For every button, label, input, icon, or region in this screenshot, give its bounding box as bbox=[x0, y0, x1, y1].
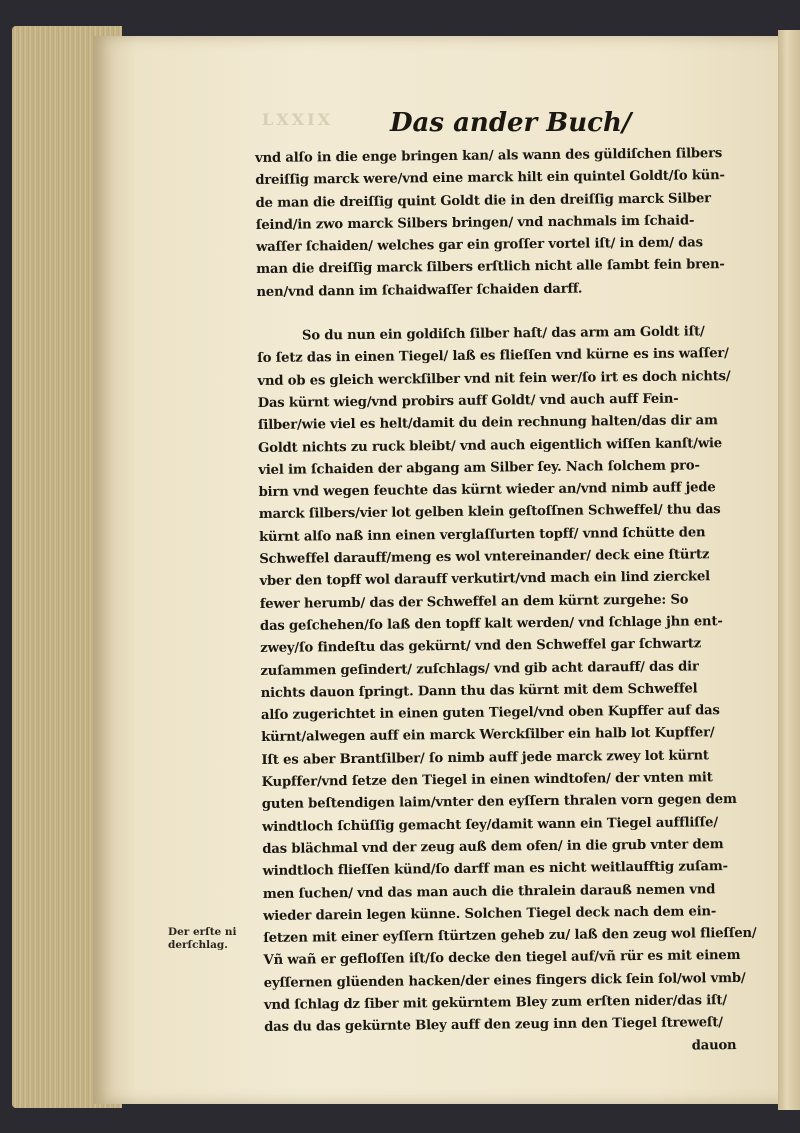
text-line: ſilber/wie viel es helt/damit du dein rechnung halten/das dir am bbox=[257, 413, 718, 434]
text-line: ſeind/in zwo marck Silbers bringen/ vnd nachmals im ſchaid- bbox=[255, 213, 695, 233]
text-line: guten beſtendigen laim/vnter den eyſſern thralen vorn gegen dem bbox=[261, 792, 737, 813]
body-text bbox=[255, 143, 757, 1062]
text-line: dreiſſig marck were/vnd eine marck hilt ein quintel Goldt/ſo kün- bbox=[255, 168, 725, 189]
text-line: nen/vnd dann im ſchaidwaſſer ſchaiden darff. bbox=[256, 281, 583, 300]
paragraph-2 bbox=[257, 321, 757, 1062]
text-line: vnd ſchlag dz ſiber mit gekürntem Bley zum erſten nider/das iſt/ bbox=[263, 993, 728, 1013]
text-line: ſetzen mit einer eyſſern ſtürtzen geheb zu/ laß den zeug wol flieſſen/ bbox=[263, 925, 757, 947]
text-line: birn vnd wegen feuchte das kürnt wieder an/vnd nimb auff jede bbox=[258, 480, 716, 501]
bleed-through-header: LXXIX bbox=[262, 110, 333, 129]
margin-note-line: Der erſte ni bbox=[168, 926, 237, 938]
text-line: zuſammen geſindert/ zuſchlags/ vnd gib acht darauff/ das dir bbox=[260, 658, 699, 679]
text-line: man die dreiſſig marck ſilbers erſtlich nicht alle ſambt fein bren- bbox=[256, 257, 725, 278]
text-line: Schweffel darauff/meng es wol vntereinander/ deck eine ſtürtz bbox=[259, 547, 710, 568]
text-line: ſo ſetz das in einen Tiegel/ laß es flieſſen vnd kürne es ins waſſer/ bbox=[257, 346, 729, 367]
text-line: marck ſilbers/vier lot gelben klein geſtoſſnen Schweffel/ thu das bbox=[258, 502, 721, 523]
text-line: nichts dauon ſpringt. Dann thu das kürnt mit dem Schweffel bbox=[260, 681, 698, 701]
text-line: das blächmal vnd der zeug auß dem ofen/ in die grub vnter dem bbox=[262, 837, 724, 857]
text-line: Goldt nichts zu ruck bleibt/ vnd auch eigentlich wiſſen kanſt/wie bbox=[258, 435, 723, 456]
text-line: alſo zugerichtet in einen guten Tiegel/vnd oben Kupffer auf das bbox=[260, 703, 720, 724]
paragraph-1 bbox=[255, 143, 737, 304]
text-line: Das kürnt wieg/vnd probirs auff Goldt/ vnd auch auff Fein- bbox=[257, 391, 679, 411]
text-line: Vñ wañ er gefloſſen iſt/ſo decke den tiegel auf/vñ rür es mit einem bbox=[263, 948, 741, 969]
margin-note bbox=[168, 926, 258, 952]
text-line: wieder darein legen künne. Solchen Tiegel deck nach dem ein- bbox=[262, 904, 717, 924]
text-line: windtloch ſchüſſig gemacht ſey/damit wann ein Tiegel auffliſſe/ bbox=[262, 814, 718, 835]
text-line: Iſt es aber Brantſilber/ ſo nimb auff jede marck zwey lot kürnt bbox=[261, 748, 709, 768]
catchword: dauon bbox=[691, 1037, 737, 1054]
facing-page-edge bbox=[778, 30, 800, 1110]
text-line: de man die dreiſſig quint Goldt die in den dreiſſig marck Silber bbox=[255, 190, 711, 211]
text-line: viel im ſchaiden der abgang am Silber ſey. Nach ſolchem pro- bbox=[258, 458, 700, 478]
text-line: eyſſernen glüenden hacken/der eines fingers dick ſein ſol/wol vmb/ bbox=[263, 970, 746, 991]
text-line: das geſchehen/ſo laß den topff kalt werden/ vnd ſchlage jhn ent- bbox=[259, 614, 723, 634]
text-line: Kupffer/vnd ſetze den Tiegel in einen windtofen/ der vnten mit bbox=[261, 770, 713, 790]
text-line: kürnt alſo naß inn einen verglaſſurten topff/ vnnd ſchütte den bbox=[258, 525, 706, 545]
text-line: kürnt/alwegen auff ein marck Werckſilber ein halb lot Kupffer/ bbox=[261, 725, 715, 746]
text-line: men ſuchen/ vnd das man auch die thralein darauß nemen vnd bbox=[262, 881, 716, 902]
page-header: Das ander Buch/ bbox=[390, 108, 632, 138]
text-line: vnd alſo in die enge bringen kan/ als wann des güldiſchen ſilbers bbox=[255, 146, 723, 166]
text-line: zwey/ſo findeſtu das gekürnt/ vnd den Schweffel gar ſchwartz bbox=[260, 636, 702, 657]
margin-note-line: derſchlag. bbox=[168, 939, 228, 951]
text-line: waſſer ſchaiden/ welches gar ein groſſer vortel iſt/ in dem/ das bbox=[255, 235, 703, 256]
text-line: das du das gekürnte Bley auff den zeug inn den Tiegel ſtreweſt/ bbox=[264, 1015, 723, 1036]
text-line: vnd ob es gleich werckſilber vnd nit fein wer/ſo irt es doch nichts/ bbox=[257, 368, 731, 389]
text-line: fewer herumb/ das der Schweffel an dem kürnt zurgehe: So bbox=[259, 592, 689, 612]
text-line: So du nun ein goldiſch ſilber haſt/ das arm am Goldt iſt/ bbox=[301, 324, 705, 344]
text-line: windtloch flieſſen künd/ſo darff man es nicht weitlaufftig zuſam- bbox=[262, 859, 728, 880]
text-line: vber den topff wol darauff verkutirt/vnd mach ein lind zierckel bbox=[259, 569, 711, 590]
